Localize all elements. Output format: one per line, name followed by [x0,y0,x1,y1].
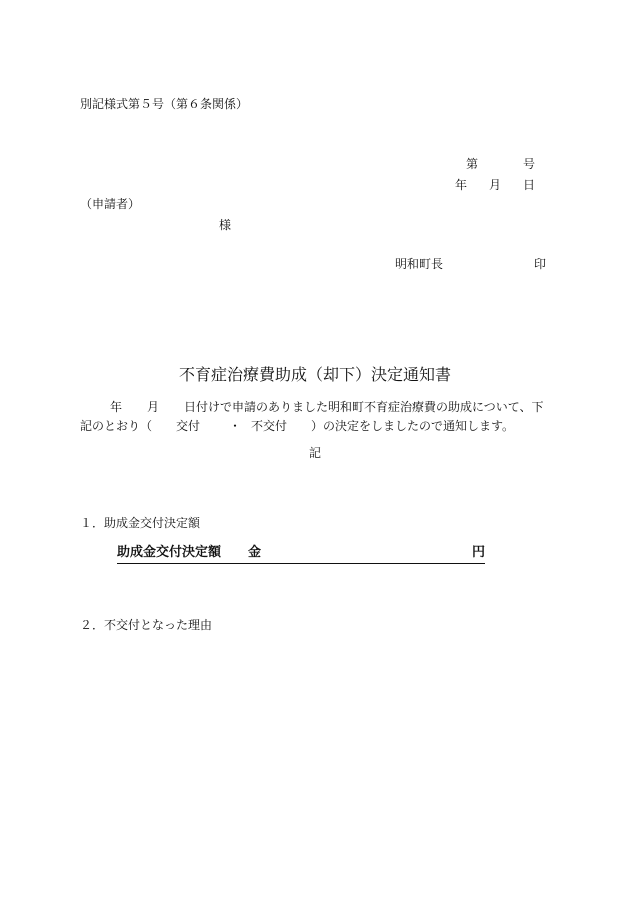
date-month: 月 [489,178,502,192]
ki-marker: 記 [309,446,322,460]
body-month: 月 [147,400,160,414]
section2-heading: ２．不交付となった理由 [80,618,213,632]
body-year: 年 [110,400,123,414]
issuer-name: 明和町長 [395,257,444,271]
amount-kin: 金 [248,545,262,560]
form-number: 別記様式第５号（第６条関係） [80,97,249,111]
amount-field [117,545,485,564]
date-year: 年 [455,178,468,192]
body-line2-end: ）の決定をしましたので通知します。 [311,419,515,433]
option-koufu: 交付 [176,419,201,433]
body-line2-start: 記のとおり（ [80,419,153,433]
seal-mark: 印 [534,257,547,271]
applicant-label: （申請者） [80,197,141,211]
amount-label: 助成金交付決定額 [117,545,222,560]
honorific-sama: 様 [219,218,232,232]
document-title: 不育症治療費助成（却下）決定通知書 [178,365,451,384]
option-fukoufu: 不交付 [251,419,288,433]
doc-number-prefix: 第 [466,157,479,171]
body-line1-text: 日付けで申請のありました明和町不育症治療費の助成について、下 [184,400,544,414]
date-day: 日 [523,178,536,192]
section1-heading: １．助成金交付決定額 [80,516,201,530]
option-separator: ・ [229,419,242,433]
amount-yen: 円 [471,545,485,560]
doc-number-suffix: 号 [523,157,536,171]
